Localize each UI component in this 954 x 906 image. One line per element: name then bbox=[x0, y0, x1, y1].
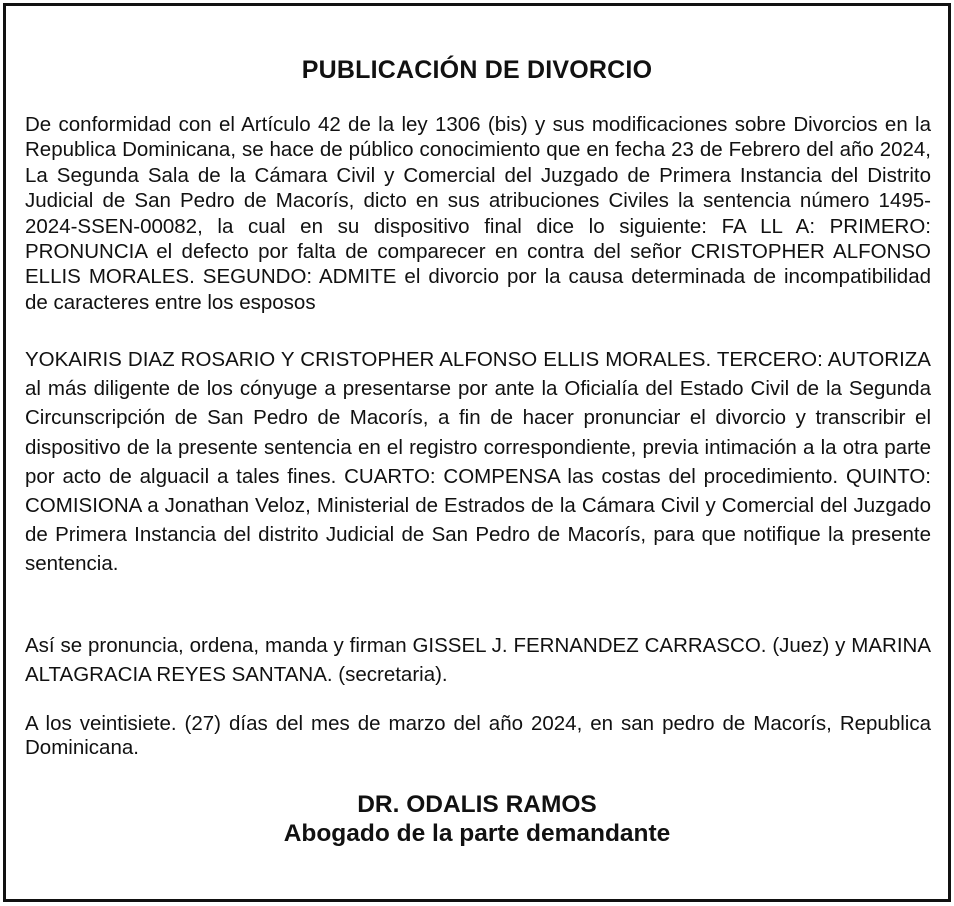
sentence-paragraph-part-2: YOKAIRIS DIAZ ROSARIO Y CRISTOPHER ALFONSO ELLIS MORALES. TERCERO: AUTORIZA al más diligente de los cónyuge a presentarse por ante la Oficialía del Estado Civil de la Segunda Circunscripción de San Pedro de Macorís, a fin de hacer pronunciar el divorcio y transcribir el dispositivo de la presente sentencia en el registro correspondiente, previa intimación a la otra parte por acto de alguacil a tales fines. CUARTO: COMPENSA las costas del procedimiento. QUINTO: COMISIONA a Jonathan Veloz, Ministerial de Estrados de la Cámara Civil y Comercial del Juzgado de Primera Instancia del distrito Judicial de San Pedro de Macorís, para que notifique la presente sentencia. bbox=[25, 348, 931, 576]
signature-name: DR. ODALIS RAMOS bbox=[357, 791, 597, 818]
notice-title: PUBLICACIÓN DE DIVORCIO bbox=[301, 56, 653, 84]
notice-frame bbox=[3, 3, 951, 902]
date-place-paragraph: A los veintisiete. (27) días del mes de marzo del año 2024, en san pedro de Macorís, Republica Dominicana. bbox=[25, 712, 931, 759]
signatories-paragraph: Así se pronuncia, ordena, manda y firman GISSEL J. FERNANDEZ CARRASCO. (Juez) y MARINA ALTAGRACIA REYES SANTANA. (secretaria). bbox=[25, 634, 931, 686]
sentence-paragraph-part-1: De conformidad con el Artículo 42 de la ley 1306 (bis) y sus modificaciones sobre Divorcios en la Republica Dominicana, se hace de público conocimiento que en fecha 23 de Febrero del año 2024, La Segunda Sala de la Cámara Civil y Comercial del Juzgado de Primera Instancia del Distrito Judicial de San Pedro de Macorís, dicto en sus atribuciones Civiles la sentencia número 1495-2024-SSEN-00082, la cual en su dispositivo final dice lo siguiente: FA LL A: PRIMERO: PRONUNCIA el defecto por falta de comparecer en contra del señor CRISTOPHER ALFONSO ELLIS MORALES. SEGUNDO: ADMITE el divorcio por la causa determinada de incompatibilidad de caracteres entre los esposos bbox=[25, 113, 931, 314]
signature-role: Abogado de la parte demandante bbox=[283, 820, 671, 847]
